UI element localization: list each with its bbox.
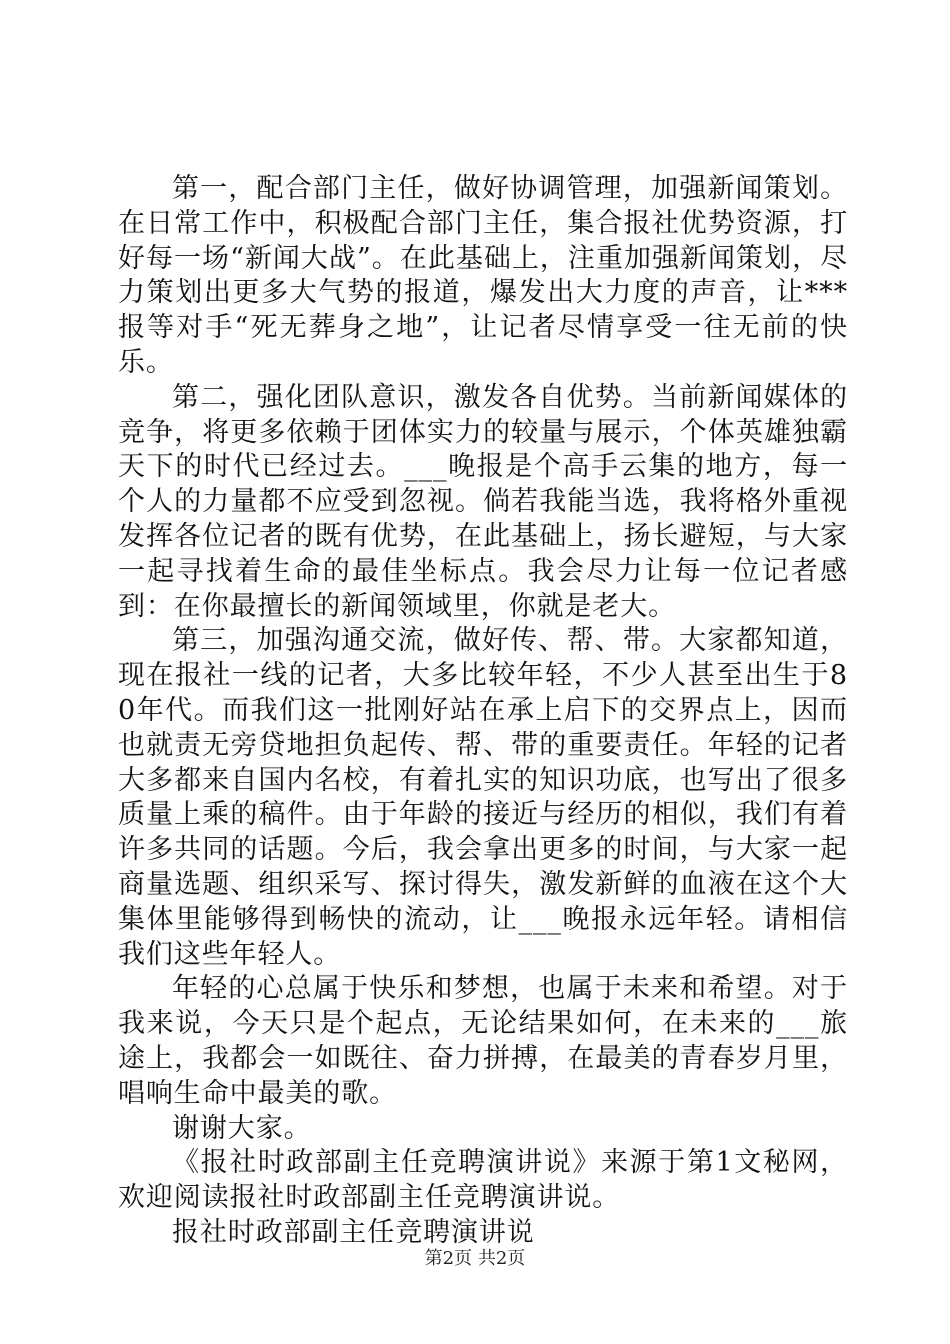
page-footer: 第2页 共2页: [424, 1248, 526, 1269]
paragraph-thanks: 谢谢大家。: [172, 1112, 312, 1144]
paragraph-document-title: 报社时政部副主任竞聘演讲说: [172, 1216, 535, 1248]
document-body: [118, 172, 848, 1251]
paragraph-source-note: 《报社时政部副主任竞聘演讲说》来源于第1文秘网，欢迎阅读报社时政部副主任竞聘演讲说。: [118, 1147, 848, 1214]
paragraph-third-point: 第三，加强沟通交流，做好传、帮、带。大家都知道，现在报社一线的记者，大多比较年轻，不少人甚至出生于80年代。而我们这一批刚好站在承上启下的交界点上，因而也就责无旁贷地担负起传、帮、带的重要责任。年轻的记者大多都来自国内名校，有着扎实的知识功底，也写出了很多质量上乘的稿件。由于年龄的接近与经历的相似，我们有着许多共同的话题。今后，我会拿出更多的时间，与大家一起商量选题、组织采写、探讨得失，激发新鲜的血液在这个大集体里能够得到畅快的流动，让___晚报永远年轻。请相信我们这些年轻人。: [118, 625, 848, 970]
paragraph-first-point: 第一，配合部门主任，做好协调管理，加强新闻策划。在日常工作中，积极配合部门主任，集合报社优势资源，打好每一场“新闻大战”。在此基础上，注重加强新闻策划，尽力策划出更多大气势的报道，爆发出大力度的声音，让***报等对手“死无葬身之地”，让记者尽情享受一往无前的快乐。: [118, 173, 848, 378]
paragraph-second-point: 第二，强化团队意识，激发各自优势。当前新闻媒体的竞争，将更多依赖于团体实力的较量与展示，个体英雄独霸天下的时代已经过去。___晚报是个高手云集的地方，每一个人的力量都不应受到忽视。倘若我能当选，我将格外重视发挥各位记者的既有优势，在此基础上，扬长避短，与大家一起寻找着生命的最佳坐标点。我会尽力让每一位记者感到：在你最擅长的新闻领域里，你就是老大。: [118, 381, 848, 622]
paragraph-closing: 年轻的心总属于快乐和梦想，也属于未来和希望。对于我来说，今天只是个起点，无论结果如何，在未来的___旅途上，我都会一如既往、奋力拼搏，在最美的青春岁月里，唱响生命中最美的歌。: [118, 973, 848, 1109]
